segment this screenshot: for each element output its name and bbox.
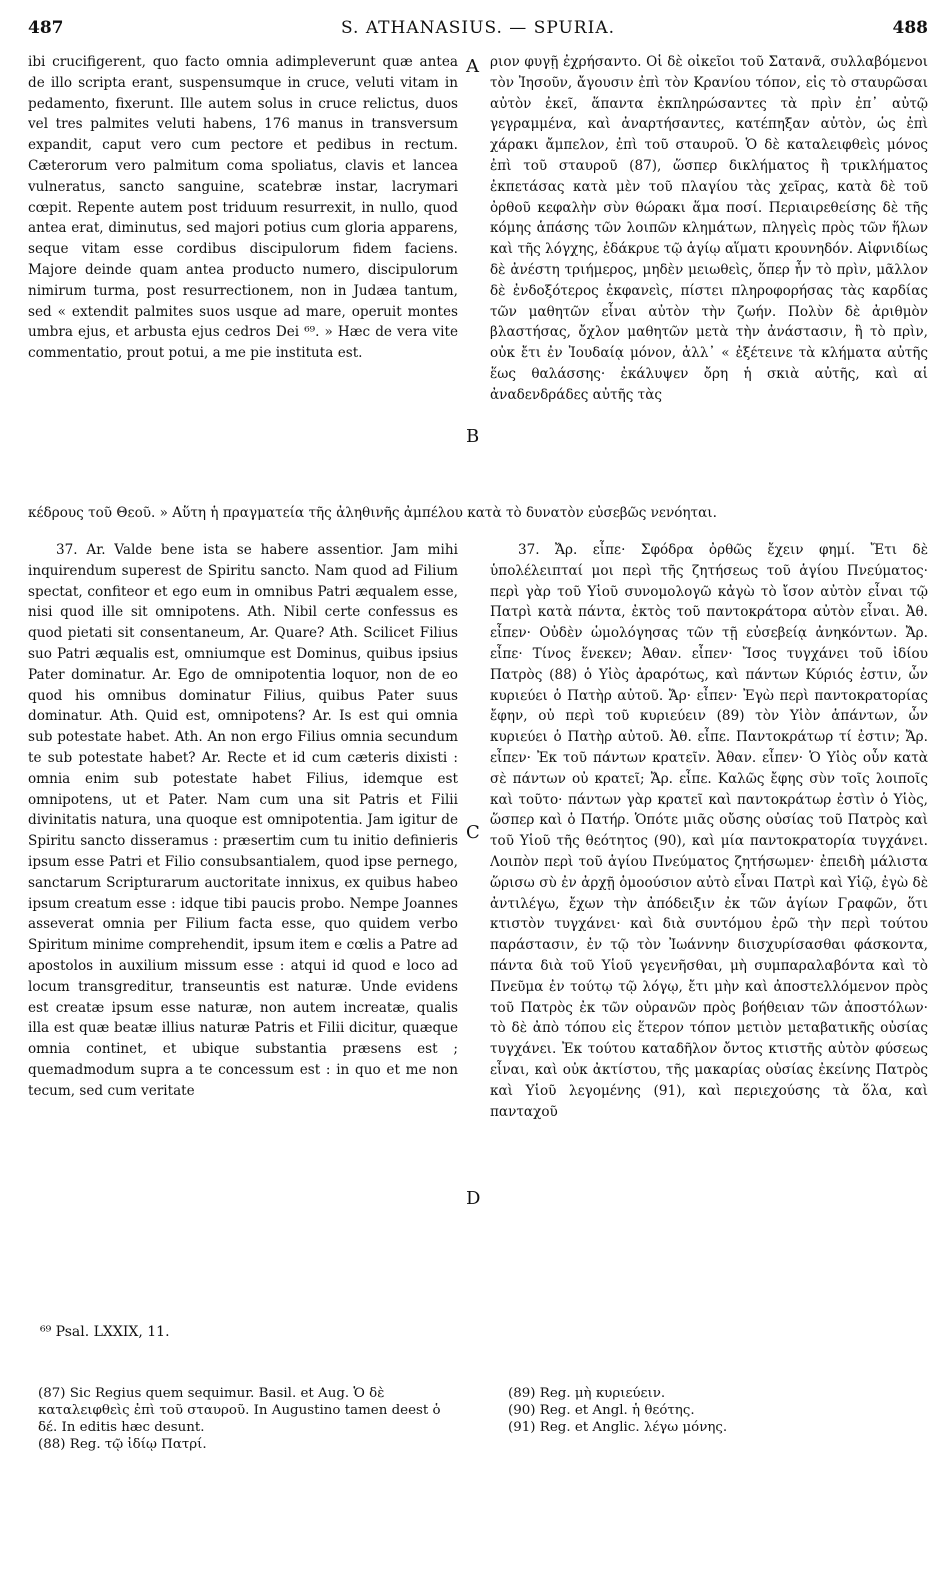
editorial-notes-right: [508, 1385, 928, 1436]
note-91: (91) Reg. et Anglic. λέγω μόνης.: [508, 1420, 728, 1435]
greek-paragraph-top: ριον φυγῇ ἐχρήσαντο. Οἱ δὲ οἰκεῖοι τοῦ Σατανᾶ, συλλαβόμενοι τὸν Ἰησοῦν, ἄγουσιν ἐπὶ τὸν Κρανίου τόπον, εἰς τὸ σταυρῶσαι αὐτὸν ἐκεῖ, ἅπαντα ἐκπληρώσαντες τὰ πρὶν ἐπ᾽ αὐτῷ γεγραμμένα, καὶ ἀναρτήσαντες, κατέπηξαν αὐτὸν, ὡς ἐπὶ χάρακι ἄμπελον, ἐπὶ τοῦ σταυροῦ. Ὁ δὲ καταλειφθεὶς μόνος ἐπὶ τοῦ σταυροῦ (87), ὥσπερ δικλήματος ἢ τρικλήματος ἐκπετάσας κατὰ μὲν τοῦ πλαγίου τὰς χεῖρας, κατὰ δὲ τοῦ ὀρθοῦ κεφαλὴν σὺν θώρακι ἅμα ποσί. Περιαιρεθείσης δὲ τῆς κόμης ἁπάσης τῶν λοιπῶν κλημάτων, πληγεὶς πρὸς τῶν ἥλων καὶ τῆς λόγχης, ἐδάκρυε τῷ ἁγίῳ αἵματι κρουνηδόν. Αἰφνιδίως δὲ ἀνέστη τριήμερος, μηδὲν μειωθεὶς, ὅπερ ἦν τὸ πρὶν, μᾶλλον δὲ ἐνδοξότερος ἐκφανεὶς, πίστει πληροφορήσας τὰς καρδίας τῶν μαθητῶν εἶναι αὐτὸν τὴν ζωήν. Πολὺν δὲ ἀριθμὸν βλαστήσας, ὄχλον μαθητῶν μετὰ τὴν ἀνάστασιν, ἢ τὸ πρὶν, οὐκ ἔτι ἐν Ἰουδαίᾳ μόνον, ἀλλ᾽ « ἐξέτεινε τὰ κλήματα αὐτῆς ἕως θαλάσσης· ἐκάλυψεν ὄρη ἡ σκιὰ αὐτῆς, καὶ αἱ ἀναδενδράδες αὐτῆς τὰς: [490, 54, 928, 403]
latin-column-top: [28, 52, 458, 502]
running-title: S. ATHANASIUS. — SPURIA.: [340, 18, 616, 38]
margin-letter-b: B: [466, 426, 480, 447]
greek-column-bottom: [490, 540, 928, 1315]
latin-column-bottom: [28, 540, 458, 1315]
note-87: (87) Sic Regius quem sequimur. Basil. et Aug. Ὁ δὲ καταλειφθεὶς ἐπὶ τοῦ σταυροῦ. In Augustino tamen deest ὁ δέ. In editis hæc desunt.: [38, 1386, 441, 1435]
greek-bridge-line: κέδρους τοῦ Θεοῦ. » Αὕτη ἡ πραγματεία τῆς ἀληθινῆς ἀμπέλου κατὰ τὸ δυνατὸν εὐσεβῶς νενόηται.: [28, 505, 717, 521]
editorial-notes-left: [38, 1385, 458, 1453]
footnote-69: ⁶⁹ Psal. LXXIX, 11.: [40, 1324, 170, 1340]
margin-letter-c: C: [466, 822, 480, 843]
margin-letter-a: A: [466, 56, 479, 77]
page-number-left: 487: [28, 18, 64, 38]
note-90: (90) Reg. et Angl. ἡ θεότης.: [508, 1403, 695, 1418]
greek-column-top: [490, 52, 928, 502]
note-88: (88) Reg. τῷ ἰδίῳ Πατρί.: [38, 1437, 207, 1452]
greek-paragraph-37: 37. Ἄρ. εἶπε· Σφόδρα ὀρθῶς ἔχειν φημί. Ἔτι δὲ ὑπολέλειπταί μοι περὶ τῆς ζητήσεως τοῦ ἁγίου Πνεύματος· περὶ γὰρ τοῦ Υἱοῦ συνομολογῶ κἀγὼ τὸ ἴσον αὐτὸν εἶναι τῷ Πατρὶ κατὰ πάντα, ἐκτὸς τοῦ παντοκράτορα αὐτὸν εἶναι. Ἀθ. εἶπεν· Οὐδὲν ὡμολόγησας τῶν τῇ εὐσεβείᾳ ἀνηκόντων. Ἄρ. εἶπε· Τίνος ἕνεκεν; Ἀθαν. εἶπεν· Ἴσος τυγχάνει τοῦ ἰδίου Πατρὸς (88) ὁ Υἱὸς ἀραρότως, καὶ πάντων Κύριός ἐστιν, ὧν κυριεύει ὁ Πατὴρ αὐτοῦ. Ἄρ· εἶπεν· Ἐγὼ περὶ παντοκρατορίας ἔφην, οὐ περὶ τοῦ κυριεύειν (89) τὸν Υἱὸν ἁπάντων, ὧν κυριεύει ὁ Πατὴρ αὐτοῦ. Ἀθ. εἶπε. Παντοκράτωρ τί ἐστιν; Ἄρ. εἶπεν· Ἐκ τοῦ πάντων κρατεῖν. Ἀθαν. εἶπεν· Ὁ Υἱὸς οὖν κατὰ σὲ πάντων οὐ κρατεῖ; Ἄρ. εἶπε. Καλῶς ἔφης σὺν τοῖς λοιποῖς καὶ τοῦτο· πάντων γὰρ κρατεῖ καὶ παντοκράτωρ ἐστὶν ὁ Υἱὸς, ὥσπερ καὶ ὁ Πατήρ. Ὁπότε μιᾶς οὔσης οὐσίας τοῦ Πατρὸς καὶ τοῦ Υἱοῦ τῆς θεότητος (90), καὶ μία παντοκρατορία τυγχάνει. Λοιπὸν περὶ τοῦ ἁγίου Πνεύματος ζητήσωμεν· ἐπειδὴ μάλιστα ὥρισω σὺ ἐν ἀρχῇ ὁμοούσιον αὐτὸ εἶναι Πατρὶ καὶ Υἱῷ, ἐγὼ δὲ ἀντιλέγω, ἔχων τὴν ἀπόδειξιν ἐκ τῶν ἁγίων Γραφῶν, ὅτι κτιστὸν τυγχάνει· καὶ διὰ συντόμου ἐρῶ τὴν περὶ τούτου παράστασιν, ἐν τῷ τὸν Ἰωάννην διισχυρίσασθαι φάσκοντα, πάντα διὰ τοῦ Υἱοῦ γεγενῆσθαι, μὴ συμπαραλαβόντα καὶ τὸ Πνεῦμα ἐν τούτῳ τῷ λόγῳ, ἔτι μὴν καὶ ἀποστελλόμενον πρὸς τοῦ Πατρὸς ἐκ τῶν οὐρανῶν πρὸς βοήθειαν τῶν ἀποστόλων· τὸ δὲ ἀπὸ τόπου εἰς ἕτερον τόπον μετιὸν μεταβατικῆς οὐσίας τυγχάνει. Ἐκ τούτου καταδῆλον ὄντος κτιστῆς αὐτὸν φύσεως εἶναι, καὶ οὐκ ἀκτίστου, τῆς μακαρίας οὐσίας ἐκείνης Πατρὸς καὶ Υἱοῦ λεγομένης (91), καὶ περιεχούσης τὰ ὅλα, καὶ πανταχοῦ: [490, 542, 928, 1120]
margin-letter-d: D: [466, 1188, 481, 1209]
page-number-right: 488: [892, 18, 928, 38]
latin-paragraph-top: ibi crucifigerent, quo facto omnia adimpleverunt quæ antea de illo scripta erant, suspensumque in cruce, veluti vitam in pedamento, fixerunt. Ille autem solus in cruce relictus, duos vel tres palmites veluti habens, 176 manus in transversum expandit, caput vero cum pectore et pedibus in rectum. Cæterorum vero palmitum coma spoliatus, clavis et lancea vulneratus, sancto sanguine, scatebræ instar, lacrymari cœpit. Repente autem post triduum resurrexit, in nullo, quod antea erat, diminutus, sed majori potius cum gloria apparens, seque vitam esse cordibus discipulorum fidem faciens. Majore deinde quam antea producto numero, discipulorum nimirum turma, post resurrectionem, non in Judæa tantum, sed « extendit palmites suos usque ad mare, operuit montes umbra ejus, et arbusta ejus cedros Dei ⁶⁹. » Hæc de vera vite commentatio, prout potui, a me pie instituta est.: [28, 54, 458, 362]
note-89: (89) Reg. μὴ κυριεύειν.: [508, 1386, 666, 1401]
page-header: [28, 18, 928, 44]
latin-paragraph-37: 37. Ar. Valde bene ista se habere assentior. Jam mihi inquirendum superest de Spiritu sancto. Nam quod ad Filium spectat, confiteor et ego eum in omnibus Patri æqualem esse, nisi quod ille sit omnipotens. Ath. Nibil certe confessus es quod pietati sit consentaneum, Ar. Quare? Ath. Scilicet Filius suo Patri æqualis est, omniumque est Dominus, quibus ipsius Pater dominatur. Ar. Ego de omnipotentia loquor, non de eo quod his omnibus dominatur Filius, quibus Pater suus dominatur. Ath. Quid est, omnipotens? Ar. Is est qui omnia sub potestate habet. Ath. An non ergo Filius omnia secundum te sub potestate habet? Ar. Recte et id cum cæteris dixisti : omnia enim sub potestate habet Filius, idemque est omnipotens, ut et Pater. Nam cum una sit Patris et Filii divinitatis natura, una quoque est omnipotentia. Jam igitur de Spiritu sancto disseramus : præsertim cum tu initio definieris ipsum esse Patri et Filio consubsantialem, quod ipse pernego, sanctarum Scripturarum auctoritate innixus, ex quibus habeo ipsum creatum esse : idque tibi paucis probo. Nempe Joannes asseverat omnia per Filium facta esse, quo quidem verbo Spiritum minime comprehendit, ipsum item e cœlis a Patre ad apostolos in auxilium missum esse : atqui id quod e loco ad locum transgreditur, transeuntis est naturæ. Unde evidens est creatæ ipsum esse naturæ, non autem increatæ, qualis illa est quæ beatæ illius naturæ Patris et Filii dicitur, quæque omnia continet, et ubique substantia præsens est ; quemadmodum supra a te concessum est : in quo et me non tecum, sed cum veritate: [28, 542, 458, 1099]
